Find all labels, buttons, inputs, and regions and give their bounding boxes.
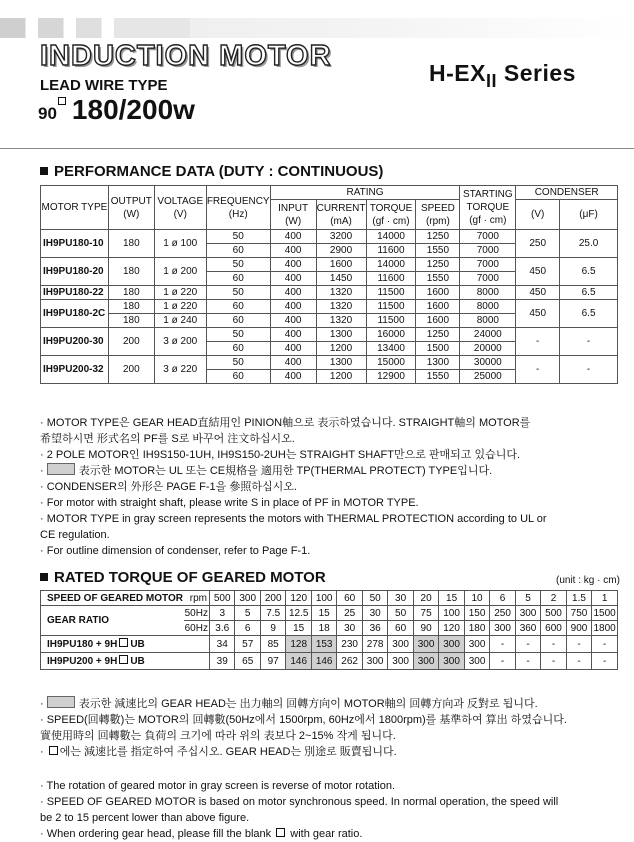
table-row xyxy=(41,328,618,342)
torque-cell: - xyxy=(592,636,618,653)
cell-current: 2900 xyxy=(316,244,366,258)
cell-speed: 1550 xyxy=(416,272,460,286)
speed-cell: 100 xyxy=(311,591,336,606)
note-line: · MOTOR TYPE은 GEAR HEAD直結用인 PINION軸으로 表示하였습니다. STRAIGHT軸의 MOTOR를 xyxy=(40,417,531,429)
note-line: · When ordering gear head, please fill the blank with gear ratio. xyxy=(40,828,363,840)
torque-cell: - xyxy=(490,636,515,653)
cell-current: 1300 xyxy=(316,328,366,342)
cell-voltage: 1 ø 100 xyxy=(154,230,206,258)
cell-torque: 11500 xyxy=(366,300,416,314)
cell-cond-uf: 6.5 xyxy=(560,258,618,286)
cell-input: 400 xyxy=(270,342,316,356)
torque-title-text: RATED TORQUE OF GEARED MOTOR xyxy=(54,569,326,586)
ratio-cell: 75 xyxy=(413,606,438,621)
notes-english-2 xyxy=(40,778,620,842)
torque-cell: 300 xyxy=(362,653,387,670)
note-line: · 表示한 減速比의 GEAR HEAD는 出力軸의 回轉方向이 MOTOR軸의 回轉方向과 反對로 됩니다. xyxy=(40,698,538,710)
cell-freq: 50 xyxy=(206,230,270,244)
cell-cond-uf: - xyxy=(560,356,618,384)
cell-start: 7000 xyxy=(460,258,516,272)
torque-cell: 300 xyxy=(388,653,413,670)
speed-cell: 60 xyxy=(337,591,362,606)
ratio-cell: 600 xyxy=(541,621,566,636)
note-line: · For motor with straight shaft, please write S in place of PF in MOTOR TYPE. xyxy=(40,497,419,509)
table-row xyxy=(41,258,618,272)
note-line: · CONDENSER의 外形은 PAGE F-1을 參照하십시오. xyxy=(40,481,297,493)
cell-freq: 60 xyxy=(206,244,270,258)
ratio-cell: 25 xyxy=(337,606,362,621)
cell-output: 180 xyxy=(108,258,154,286)
col-frequency: FREQUENCY (Hz) xyxy=(206,186,270,230)
note-line: CE regulation. xyxy=(40,529,110,541)
cell-torque: 11500 xyxy=(366,314,416,328)
cell-input: 400 xyxy=(270,328,316,342)
ratio-cell: 250 xyxy=(490,606,515,621)
cell-speed: 1250 xyxy=(416,258,460,272)
cell-current: 1200 xyxy=(316,370,366,384)
cell-start: 20000 xyxy=(460,342,516,356)
table-row xyxy=(41,230,618,244)
page-subtitle: LEAD WIRE TYPE xyxy=(40,77,168,94)
blank-square-icon xyxy=(119,655,128,664)
hz50-label: 50Hz xyxy=(184,607,208,619)
blank-square-icon xyxy=(276,828,285,837)
cell-speed: 1550 xyxy=(416,244,460,258)
cell-cond-uf: 6.5 xyxy=(560,286,618,300)
ratio-cell: 300 xyxy=(490,621,515,636)
cell-input: 400 xyxy=(270,314,316,328)
cell-start: 24000 xyxy=(460,328,516,342)
square-bullet-icon xyxy=(40,167,48,175)
cell-torque: 16000 xyxy=(366,328,416,342)
cell-cond-v: 250 xyxy=(516,230,560,258)
motor-row-label: IH9PU200 + 9H UB xyxy=(41,653,210,670)
ratio-cell: 360 xyxy=(515,621,540,636)
torque-cell: - xyxy=(515,636,540,653)
cell-output: 180 xyxy=(108,314,154,328)
ratio-cell: 30 xyxy=(362,606,387,621)
note-line: · The rotation of geared motor in gray screen is reverse of motor rotation. xyxy=(40,780,396,792)
header-stripe xyxy=(0,18,634,38)
speed-cell: 50 xyxy=(362,591,387,606)
col-torque: TORQUE (gf · cm) xyxy=(366,200,416,230)
table-row xyxy=(41,591,618,606)
note-line: 希望하시면 形式名의 PF를 S로 바꾸어 注文하십시오. xyxy=(40,433,295,445)
col-condenser: CONDENSER xyxy=(516,186,618,200)
col-rating: RATING xyxy=(270,186,460,200)
torque-cell-gray: 146 xyxy=(286,653,311,670)
col-current: CURRENT (mA) xyxy=(316,200,366,230)
unit-label: (unit : kg · cm) xyxy=(556,575,620,586)
note-line: · 表示한 MOTOR는 UL 또는 CE規格을 適用한 TP(THERMAL PROTECT) TYPE입니다. xyxy=(40,465,493,477)
cell-freq: 60 xyxy=(206,314,270,328)
ratio-cell: 750 xyxy=(566,606,591,621)
cell-cond-v: - xyxy=(516,356,560,384)
cell-current: 1200 xyxy=(316,342,366,356)
torque-cell: 34 xyxy=(209,636,234,653)
cell-torque: 11500 xyxy=(366,286,416,300)
cell-start: 7000 xyxy=(460,230,516,244)
col-voltage: VOLTAGE (V) xyxy=(154,186,206,230)
cell-start: 7000 xyxy=(460,272,516,286)
cell-current: 1300 xyxy=(316,356,366,370)
cell-torque: 12900 xyxy=(366,370,416,384)
speed-cell: 500 xyxy=(209,591,234,606)
torque-cell-gray: 300 xyxy=(413,636,438,653)
cell-speed: 1250 xyxy=(416,328,460,342)
torque-section-title xyxy=(40,569,326,586)
col-motor-type: MOTOR TYPE xyxy=(41,186,109,230)
cell-output: 200 xyxy=(108,356,154,384)
cell-freq: 60 xyxy=(206,342,270,356)
ratio-cell: 1800 xyxy=(593,622,616,634)
notes-korean-1 xyxy=(40,415,620,495)
cell-start: 7000 xyxy=(460,244,516,258)
performance-table xyxy=(40,185,618,384)
cell-cond-v: 450 xyxy=(516,286,560,300)
cell-freq: 60 xyxy=(206,300,270,314)
ratio-cell: 180 xyxy=(464,621,489,636)
torque-cell: 262 xyxy=(337,653,362,670)
cell-current: 1320 xyxy=(316,314,366,328)
speed-label: SPEED OF GEARED MOTOR xyxy=(41,591,184,606)
torque-cell: - xyxy=(566,653,591,670)
note-line: 實使用時의 回轉數는 負荷의 크기에 따라 위의 表보다 2~15% 작게 됩니다. xyxy=(40,730,396,742)
ratio-cell: 36 xyxy=(362,621,387,636)
notes-english-1 xyxy=(40,495,620,559)
cell-motor: IH9PU200-32 xyxy=(41,356,109,384)
cell-freq: 50 xyxy=(206,356,270,370)
cell-motor: IH9PU180-22 xyxy=(41,286,109,300)
cell-input: 400 xyxy=(270,258,316,272)
ratio-cell: 150 xyxy=(464,606,489,621)
cell-freq: 60 xyxy=(206,370,270,384)
torque-cell-gray: 128 xyxy=(286,636,311,653)
note-line: · For outline dimension of condenser, refer to Page F-1. xyxy=(40,545,311,557)
cell-output: 180 xyxy=(108,300,154,314)
square-bullet-icon xyxy=(40,573,48,581)
cell-voltage: 3 ø 200 xyxy=(154,328,206,356)
speed-cell: 300 xyxy=(235,591,260,606)
ratio-cell: 3 xyxy=(209,606,234,621)
page-title: INDUCTION MOTOR xyxy=(40,40,332,72)
gear-ratio-label: GEAR RATIO xyxy=(41,606,184,636)
ratio-cell: 100 xyxy=(439,606,464,621)
ratio-cell: 9 xyxy=(260,621,285,636)
size-value: 180/200w xyxy=(71,94,195,125)
cell-current: 1320 xyxy=(316,300,366,314)
cell-start: 30000 xyxy=(460,356,516,370)
ratio-cell: 120 xyxy=(439,621,464,636)
table-row xyxy=(41,606,618,621)
cell-input: 400 xyxy=(270,272,316,286)
speed-cell: 1 xyxy=(592,591,618,606)
size-prefix: 90 xyxy=(38,104,57,123)
torque-cell: 85 xyxy=(260,636,285,653)
series-h: H-EX xyxy=(429,60,486,86)
cell-input: 400 xyxy=(270,286,316,300)
torque-cell: - xyxy=(541,653,566,670)
cell-current: 1600 xyxy=(316,258,366,272)
speed-cell: 10 xyxy=(464,591,489,606)
cell-speed: 1500 xyxy=(416,342,460,356)
motor-size xyxy=(38,94,195,126)
col-starting-torque: STARTING TORQUE (gf · cm) xyxy=(460,186,516,230)
ratio-cell: 1500 xyxy=(593,607,616,619)
torque-cell: 97 xyxy=(260,653,285,670)
cell-freq: 60 xyxy=(206,272,270,286)
ratio-cell: 18 xyxy=(311,621,336,636)
cell-input: 400 xyxy=(270,356,316,370)
cell-start: 8000 xyxy=(460,314,516,328)
torque-cell: - xyxy=(515,653,540,670)
cell-current: 3200 xyxy=(316,230,366,244)
note-line: · SPEED(回轉數)는 MOTOR의 回轉數(50Hz에서 1500rpm, 60Hz에서 1800rpm)를 基準하여 算出 하였습니다. xyxy=(40,714,567,726)
cell-cond-v: 450 xyxy=(516,258,560,286)
cell-torque: 11600 xyxy=(366,244,416,258)
torque-cell: 230 xyxy=(337,636,362,653)
col-input: INPUT (W) xyxy=(270,200,316,230)
cell-input: 400 xyxy=(270,244,316,258)
torque-cell: 65 xyxy=(235,653,260,670)
rpm-label: rpm xyxy=(184,591,210,606)
cell-speed: 1250 xyxy=(416,230,460,244)
motor-row-label: IH9PU180 + 9H UB xyxy=(41,636,210,653)
cell-cond-v: 450 xyxy=(516,300,560,328)
cell-current: 1320 xyxy=(316,286,366,300)
table-row xyxy=(41,356,618,370)
square-icon xyxy=(58,97,66,105)
blank-square-icon xyxy=(49,746,58,755)
torque-cell: 300 xyxy=(464,653,489,670)
speed-cell: 30 xyxy=(388,591,413,606)
cell-cond-uf: 25.0 xyxy=(560,230,618,258)
torque-cell-gray: 300 xyxy=(439,636,464,653)
cell-voltage: 1 ø 240 xyxy=(154,314,206,328)
cell-freq: 50 xyxy=(206,286,270,300)
cell-freq: 50 xyxy=(206,328,270,342)
cell-motor: IH9PU180-2C xyxy=(41,300,109,328)
cell-cond-v: - xyxy=(516,328,560,356)
cell-voltage: 1 ø 220 xyxy=(154,300,206,314)
torque-cell: 278 xyxy=(362,636,387,653)
note-line: · MOTOR TYPE in gray screen represents the motors with THERMAL PROTECTION according to UL or xyxy=(40,513,547,525)
torque-cell: 300 xyxy=(464,636,489,653)
cell-motor: IH9PU180-10 xyxy=(41,230,109,258)
ratio-cell: 7.5 xyxy=(260,606,285,621)
ratio-cell: 90 xyxy=(413,621,438,636)
col-cond-uf: (μF) xyxy=(560,200,618,230)
table-row xyxy=(41,286,618,300)
ratio-cell: 3.6 xyxy=(209,621,234,636)
cell-start: 25000 xyxy=(460,370,516,384)
cell-motor: IH9PU180-20 xyxy=(41,258,109,286)
gray-box-icon xyxy=(47,463,75,475)
cell-input: 400 xyxy=(270,230,316,244)
cell-speed: 1550 xyxy=(416,370,460,384)
ratio-cell: 300 xyxy=(515,606,540,621)
series-name xyxy=(429,60,576,92)
performance-title-text: PERFORMANCE DATA (DUTY : CONTINUOUS) xyxy=(54,163,384,180)
divider xyxy=(0,148,634,149)
cell-voltage: 1 ø 220 xyxy=(154,286,206,300)
cell-freq: 50 xyxy=(206,258,270,272)
ratio-cell: 30 xyxy=(337,621,362,636)
cell-torque: 14000 xyxy=(366,258,416,272)
torque-cell-gray: 300 xyxy=(413,653,438,670)
cell-speed: 1600 xyxy=(416,300,460,314)
series-word: Series xyxy=(503,60,576,86)
torque-table xyxy=(40,590,618,670)
ratio-cell: 5 xyxy=(235,606,260,621)
notes-korean-2 xyxy=(40,696,620,760)
performance-section-title xyxy=(40,163,383,180)
torque-cell: - xyxy=(592,653,618,670)
cell-output: 180 xyxy=(108,286,154,300)
cell-cond-uf: - xyxy=(560,328,618,356)
ratio-cell: 50 xyxy=(388,606,413,621)
cell-start: 8000 xyxy=(460,300,516,314)
ratio-cell: 15 xyxy=(286,621,311,636)
torque-cell: 300 xyxy=(388,636,413,653)
cell-torque: 13400 xyxy=(366,342,416,356)
torque-cell-gray: 300 xyxy=(439,653,464,670)
cell-speed: 1600 xyxy=(416,314,460,328)
speed-cell: 5 xyxy=(515,591,540,606)
speed-cell: 2 xyxy=(541,591,566,606)
hz60-label: 60Hz xyxy=(184,622,208,634)
torque-cell: - xyxy=(490,653,515,670)
note-line: · SPEED OF GEARED MOTOR is based on motor synchronous speed. In normal operation, the speed will xyxy=(40,796,559,808)
torque-cell-gray: 146 xyxy=(311,653,336,670)
ratio-cell: 500 xyxy=(541,606,566,621)
cell-voltage: 3 ø 220 xyxy=(154,356,206,384)
cell-start: 8000 xyxy=(460,286,516,300)
gray-box-icon xyxy=(47,696,75,708)
torque-cell: - xyxy=(541,636,566,653)
torque-cell: 39 xyxy=(209,653,234,670)
table-row xyxy=(41,636,618,653)
note-line: · 2 POLE MOTOR인 IH9S150-1UH, IH9S150-2UH는 STRAIGHT SHAFT만으로 판매되고 있습니다. xyxy=(40,449,521,461)
ratio-cell: 900 xyxy=(566,621,591,636)
ratio-cell: 12.5 xyxy=(286,606,311,621)
speed-cell: 15 xyxy=(439,591,464,606)
cell-output: 200 xyxy=(108,328,154,356)
torque-cell-gray: 153 xyxy=(311,636,336,653)
cell-input: 400 xyxy=(270,370,316,384)
torque-cell: 57 xyxy=(235,636,260,653)
cell-motor: IH9PU200-30 xyxy=(41,328,109,356)
cell-torque: 14000 xyxy=(366,230,416,244)
ratio-cell: 60 xyxy=(388,621,413,636)
cell-torque: 15000 xyxy=(366,356,416,370)
cell-output: 180 xyxy=(108,230,154,258)
cell-current: 1450 xyxy=(316,272,366,286)
note-line: be 2 to 15 percent lower than above figure. xyxy=(40,812,250,824)
speed-cell: 1.5 xyxy=(566,591,591,606)
blank-square-icon xyxy=(119,638,128,647)
table-row xyxy=(41,653,618,670)
speed-cell: 200 xyxy=(260,591,285,606)
cell-speed: 1300 xyxy=(416,356,460,370)
ratio-cell: 6 xyxy=(235,621,260,636)
cell-cond-uf: 6.5 xyxy=(560,300,618,328)
cell-voltage: 1 ø 200 xyxy=(154,258,206,286)
cell-speed: 1600 xyxy=(416,286,460,300)
speed-cell: 120 xyxy=(286,591,311,606)
torque-cell: - xyxy=(566,636,591,653)
table-row xyxy=(41,300,618,314)
col-speed: SPEED (rpm) xyxy=(416,200,460,230)
col-output: OUTPUT (W) xyxy=(108,186,154,230)
note-line: · 에는 減速比를 指定하여 주십시오. GEAR HEAD는 別途로 販賣됩니다. xyxy=(40,746,397,758)
cell-input: 400 xyxy=(270,300,316,314)
col-cond-v: (V) xyxy=(516,200,560,230)
speed-cell: 20 xyxy=(413,591,438,606)
ratio-cell: 15 xyxy=(311,606,336,621)
cell-torque: 11600 xyxy=(366,272,416,286)
speed-cell: 6 xyxy=(490,591,515,606)
series-numeral: II xyxy=(485,71,497,91)
